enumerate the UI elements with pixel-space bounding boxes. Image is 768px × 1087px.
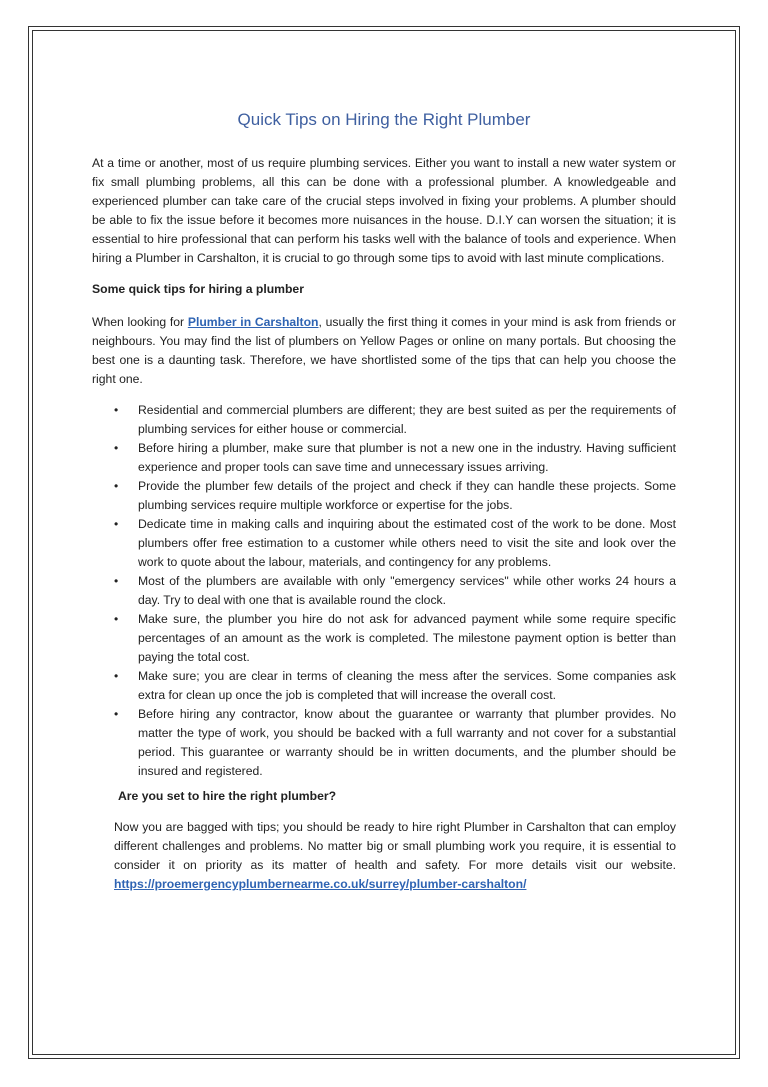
bullet-icon: • bbox=[114, 612, 119, 626]
list-item-text: Provide the plumber few details of the project and check if they can handle these projects. Some plumbing services require multiple workforce or expertise for the jobs. bbox=[138, 479, 676, 512]
tips-intro-text-before: When looking for bbox=[92, 315, 188, 329]
list-item-text: Before hiring any contractor, know about the guarantee or warranty that plumber provides. No matter the type of work, you should be backed with a full warranty and not cover for a substantial period. This guarantee or warranty should be in written documents, and the plumber should be insured and registered. bbox=[138, 707, 676, 778]
list-item bbox=[92, 667, 676, 705]
bullet-icon: • bbox=[114, 517, 119, 531]
bullet-icon: • bbox=[114, 707, 119, 721]
list-item bbox=[92, 610, 676, 667]
list-item-text: Make sure, the plumber you hire do not ask for advanced payment while some require specific percentages of an amount as the work is completed. The milestone payment option is better than paying the total cost. bbox=[138, 612, 676, 664]
bullet-icon: • bbox=[114, 669, 119, 683]
list-item-text: Before hiring a plumber, make sure that plumber is not a new one in the industry. Having sufficient experience and proper tools can save time and unnecessary issues arriving. bbox=[138, 441, 676, 474]
tips-intro-text-after: , usually the first thing it comes in your mind is ask from friends or neighbours. You may find the list of plumbers on Yellow Pages or online on many portals. But choosing the best one is a daunting task. Therefore, we have shortlisted some of the tips that can help you choose the right one. bbox=[92, 315, 676, 386]
section-heading-ready: Are you set to hire the right plumber? bbox=[118, 789, 337, 803]
tips-list bbox=[92, 401, 676, 781]
list-item bbox=[92, 439, 676, 477]
bullet-icon: • bbox=[114, 479, 119, 493]
bullet-icon: • bbox=[114, 441, 119, 455]
list-item-text: Dedicate time in making calls and inquiring about the estimated cost of the work to be done. Most plumbers offer free estimation to a customer while others need to visit the site and look over the work to quote about the labour, materials, and contingency for any problems. bbox=[138, 517, 676, 569]
closing-text: Now you are bagged with tips; you should be ready to hire right Plumber in Carshalton that can employ different challenges and problems. No matter big or small plumbing work you require, it is essential to consider it on priority as its matter of health and safety. For more details visit our website. bbox=[114, 820, 676, 872]
closing-paragraph bbox=[114, 818, 676, 894]
intro-paragraph: At a time or another, most of us require plumbing services. Either you want to install a new water system or fix small plumbing problems, all this can be done with a professional plumber. A knowledgeable and experienced plumber can take care of the crucial steps involved in fixing your problems. A plumber should be able to fix the issue before it becomes more nuisances in the house. D.I.Y can worsen the situation; it is essential to hire professional that can perform his tasks well with the balance of tools and experience. When hiring a Plumber in Carshalton, it is crucial to go through some tips to avoid with last minute complications. bbox=[92, 156, 676, 265]
bullet-icon: • bbox=[114, 574, 119, 588]
website-link[interactable]: https://proemergencyplumbernearme.co.uk/surrey/plumber-carshalton/ bbox=[114, 877, 527, 891]
list-item-text: Make sure; you are clear in terms of cleaning the mess after the services. Some companies ask extra for clean up once the job is completed that will increase the overall cost. bbox=[138, 669, 676, 702]
document-body bbox=[92, 108, 676, 894]
plumber-carshalton-link[interactable]: Plumber in Carshalton bbox=[187, 315, 319, 329]
section-heading-tips: Some quick tips for hiring a plumber bbox=[92, 282, 304, 296]
list-item bbox=[92, 401, 676, 439]
list-item bbox=[92, 477, 676, 515]
tips-intro-paragraph bbox=[92, 313, 676, 389]
bullet-icon: • bbox=[114, 403, 119, 417]
list-item-text: Residential and commercial plumbers are different; they are best suited as per the requirements of plumbing services for either house or commercial. bbox=[138, 403, 676, 436]
list-item bbox=[92, 705, 676, 781]
list-item-text: Most of the plumbers are available with only "emergency services" while other works 24 hours a day. Try to deal with one that is available round the clock. bbox=[138, 574, 676, 607]
list-item bbox=[92, 572, 676, 610]
document-title: Quick Tips on Hiring the Right Plumber bbox=[237, 110, 531, 129]
list-item bbox=[92, 515, 676, 572]
